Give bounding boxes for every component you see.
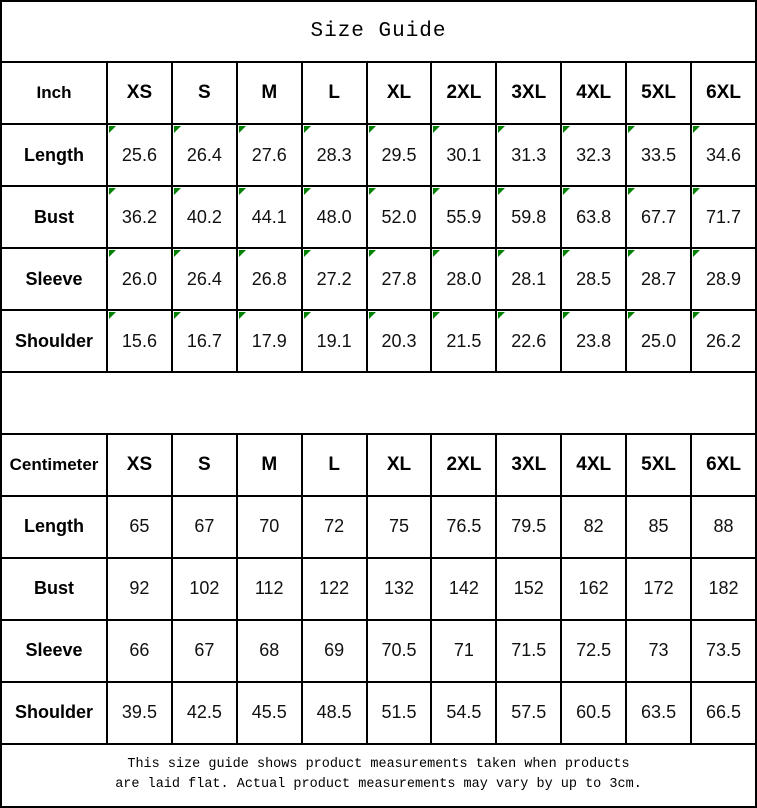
measurement-value: 60.5 — [561, 682, 626, 744]
measurement-value: 59.8 — [496, 186, 561, 248]
measurement-value: 32.3 — [561, 124, 626, 186]
measurement-value: 122 — [302, 558, 367, 620]
measurement-value: 65 — [107, 496, 172, 558]
size-column-header: 4XL — [561, 434, 626, 496]
measurement-value: 26.0 — [107, 248, 172, 310]
measurement-value: 112 — [237, 558, 302, 620]
measurement-value: 71.7 — [691, 186, 756, 248]
size-column-header: 4XL — [561, 62, 626, 124]
measurement-value: 76.5 — [431, 496, 496, 558]
measurement-row — [1, 620, 756, 682]
footer-note — [1, 744, 756, 807]
measurement-value: 73.5 — [691, 620, 756, 682]
measurement-value: 71 — [431, 620, 496, 682]
measurement-value: 73 — [626, 620, 691, 682]
measurement-label: Bust — [1, 186, 107, 248]
measurement-row — [1, 186, 756, 248]
measurement-label: Bust — [1, 558, 107, 620]
measurement-value: 63.8 — [561, 186, 626, 248]
size-header-row — [1, 62, 756, 124]
measurement-value: 82 — [561, 496, 626, 558]
measurement-value: 48.0 — [302, 186, 367, 248]
measurement-value: 66 — [107, 620, 172, 682]
measurement-value: 71.5 — [496, 620, 561, 682]
measurement-value: 132 — [367, 558, 432, 620]
footer-row — [1, 744, 756, 807]
measurement-value: 23.8 — [561, 310, 626, 372]
measurement-value: 75 — [367, 496, 432, 558]
measurement-value: 29.5 — [367, 124, 432, 186]
measurement-value: 28.0 — [431, 248, 496, 310]
measurement-value: 27.8 — [367, 248, 432, 310]
measurement-value: 69 — [302, 620, 367, 682]
spacer-cell — [1, 372, 756, 433]
measurement-row — [1, 496, 756, 558]
measurement-value: 20.3 — [367, 310, 432, 372]
measurement-value: 26.4 — [172, 248, 237, 310]
measurement-value: 67 — [172, 496, 237, 558]
measurement-value: 55.9 — [431, 186, 496, 248]
measurement-value: 85 — [626, 496, 691, 558]
measurement-value: 72.5 — [561, 620, 626, 682]
measurement-value: 63.5 — [626, 682, 691, 744]
unit-label: Centimeter — [1, 434, 107, 496]
size-column-header: S — [172, 62, 237, 124]
measurement-label: Sleeve — [1, 248, 107, 310]
measurement-value: 28.1 — [496, 248, 561, 310]
measurement-value: 67.7 — [626, 186, 691, 248]
spacer-section — [1, 372, 756, 433]
measurement-label: Sleeve — [1, 620, 107, 682]
size-column-header: 5XL — [626, 434, 691, 496]
measurement-value: 162 — [561, 558, 626, 620]
measurement-label: Length — [1, 124, 107, 186]
footer-note-line1: This size guide shows product measurements taken when products — [127, 757, 630, 773]
measurement-value: 25.0 — [626, 310, 691, 372]
measurement-value: 70 — [237, 496, 302, 558]
size-column-header: 6XL — [691, 62, 756, 124]
measurement-value: 79.5 — [496, 496, 561, 558]
measurement-value: 51.5 — [367, 682, 432, 744]
unit-label: Inch — [1, 62, 107, 124]
size-column-header: M — [237, 62, 302, 124]
size-column-header: 5XL — [626, 62, 691, 124]
measurement-value: 45.5 — [237, 682, 302, 744]
measurement-value: 92 — [107, 558, 172, 620]
size-column-header: 6XL — [691, 434, 756, 496]
measurement-value: 26.4 — [172, 124, 237, 186]
measurement-value: 36.2 — [107, 186, 172, 248]
size-column-header: L — [302, 62, 367, 124]
measurement-row — [1, 248, 756, 310]
measurement-value: 57.5 — [496, 682, 561, 744]
measurement-value: 40.2 — [172, 186, 237, 248]
measurement-row — [1, 124, 756, 186]
size-column-header: 3XL — [496, 434, 561, 496]
measurement-value: 16.7 — [172, 310, 237, 372]
measurement-value: 72 — [302, 496, 367, 558]
measurement-value: 44.1 — [237, 186, 302, 248]
size-column-header: M — [237, 434, 302, 496]
measurement-label: Shoulder — [1, 310, 107, 372]
size-column-header: XL — [367, 62, 432, 124]
size-column-header: 2XL — [431, 434, 496, 496]
measurement-value: 172 — [626, 558, 691, 620]
measurement-value: 28.9 — [691, 248, 756, 310]
title-section — [1, 1, 756, 62]
measurement-label: Shoulder — [1, 682, 107, 744]
measurement-value: 68 — [237, 620, 302, 682]
page-title: Size Guide — [1, 1, 756, 62]
measurement-value: 27.2 — [302, 248, 367, 310]
inch-table-body — [1, 62, 756, 372]
measurement-value: 67 — [172, 620, 237, 682]
measurement-value: 25.6 — [107, 124, 172, 186]
measurement-row — [1, 682, 756, 744]
measurement-value: 142 — [431, 558, 496, 620]
measurement-value: 39.5 — [107, 682, 172, 744]
size-column-header: 3XL — [496, 62, 561, 124]
measurement-value: 42.5 — [172, 682, 237, 744]
measurement-value: 28.7 — [626, 248, 691, 310]
measurement-value: 30.1 — [431, 124, 496, 186]
size-column-header: XS — [107, 62, 172, 124]
measurement-value: 48.5 — [302, 682, 367, 744]
measurement-label: Length — [1, 496, 107, 558]
measurement-value: 19.1 — [302, 310, 367, 372]
footer-section — [1, 744, 756, 807]
measurement-value: 22.6 — [496, 310, 561, 372]
footer-note-line2: are laid flat. Actual product measurements may vary by up to 3cm. — [115, 777, 642, 793]
measurement-value: 28.3 — [302, 124, 367, 186]
measurement-row — [1, 310, 756, 372]
centimeter-table-body — [1, 434, 756, 744]
measurement-value: 26.8 — [237, 248, 302, 310]
measurement-value: 21.5 — [431, 310, 496, 372]
measurement-value: 27.6 — [237, 124, 302, 186]
size-column-header: L — [302, 434, 367, 496]
measurement-value: 70.5 — [367, 620, 432, 682]
measurement-value: 52.0 — [367, 186, 432, 248]
size-column-header: XL — [367, 434, 432, 496]
spacer-row — [1, 372, 756, 433]
measurement-value: 152 — [496, 558, 561, 620]
measurement-value: 54.5 — [431, 682, 496, 744]
measurement-value: 28.5 — [561, 248, 626, 310]
size-header-row — [1, 434, 756, 496]
measurement-value: 17.9 — [237, 310, 302, 372]
size-column-header: 2XL — [431, 62, 496, 124]
size-column-header: S — [172, 434, 237, 496]
measurement-value: 66.5 — [691, 682, 756, 744]
measurement-value: 31.3 — [496, 124, 561, 186]
measurement-value: 102 — [172, 558, 237, 620]
measurement-row — [1, 558, 756, 620]
measurement-value: 182 — [691, 558, 756, 620]
measurement-value: 15.6 — [107, 310, 172, 372]
measurement-value: 33.5 — [626, 124, 691, 186]
measurement-value: 26.2 — [691, 310, 756, 372]
title-row — [1, 1, 756, 62]
measurement-value: 88 — [691, 496, 756, 558]
size-column-header: XS — [107, 434, 172, 496]
measurement-value: 34.6 — [691, 124, 756, 186]
